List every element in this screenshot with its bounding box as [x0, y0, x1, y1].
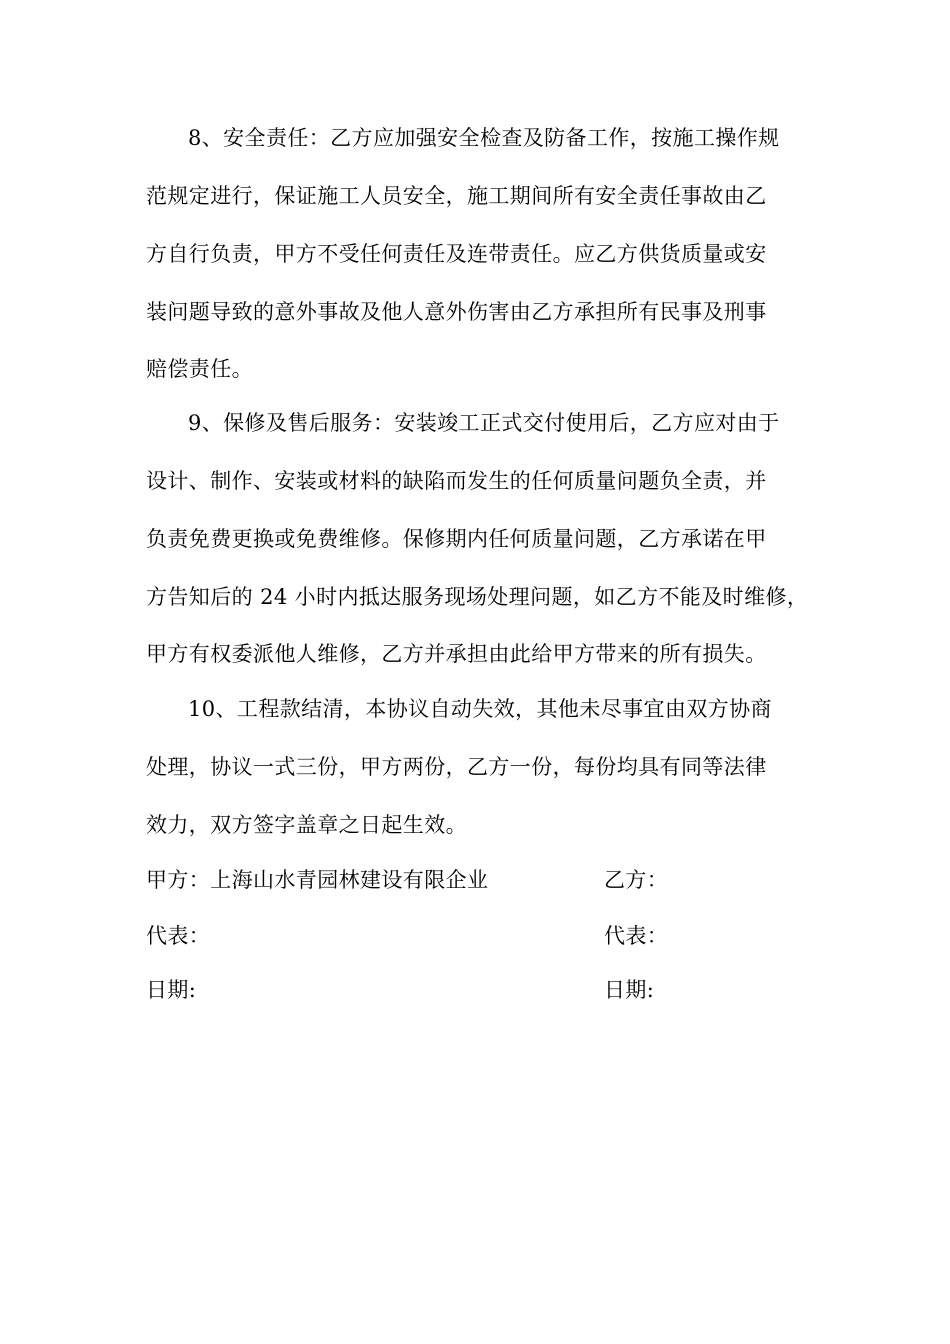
- party-a-date: 日期:: [146, 978, 197, 1002]
- clause-8-line-1: 8、安全责任：乙方应加强安全检查及防备工作，按施工操作规: [188, 126, 780, 150]
- party-b-representative: 代表：: [604, 924, 669, 948]
- clause-8-line-2: 范规定进行，保证施工人员安全，施工期间所有安全责任事故由乙: [146, 184, 767, 208]
- clause-10-line-1: 10、工程款结清，本协议自动失效，其他未尽事宜由双方协商: [188, 697, 772, 721]
- clause-8-line-3: 方自行负责，甲方不受任何责任及连带责任。应乙方供货质量或安: [146, 242, 767, 266]
- party-a-representative: 代表：: [146, 924, 211, 948]
- party-a-name: 甲方：上海山水青园林建设有限企业: [146, 868, 489, 892]
- clause-9-line-5: 甲方有权委派他人维修，乙方并承担由此给甲方带来的所有损失。: [146, 642, 767, 666]
- clause-8-line-4: 装问题导致的意外事故及他人意外伤害由乙方承担所有民事及刑事: [146, 300, 767, 324]
- clause-10-line-3: 效力，双方签字盖章之日起生效。: [146, 813, 467, 837]
- clause-9-line-4: 方告知后的 24 小时内抵达服务现场处理问题，如乙方不能及时维修，: [146, 585, 809, 609]
- clause-9-line-1: 9、保修及售后服务：安装竣工正式交付使用后，乙方应对由于: [188, 411, 780, 435]
- party-b-name: 乙方：: [604, 868, 669, 892]
- clause-10-line-2: 处理，协议一式三份，甲方两份，乙方一份，每份均具有同等法律: [146, 755, 767, 779]
- party-b-date: 日期:: [604, 978, 655, 1002]
- clause-9-line-2: 设计、制作、安装或材料的缺陷而发生的任何质量问题负全责，并: [146, 469, 767, 493]
- clause-8-line-5: 赔偿责任。: [146, 357, 253, 381]
- clause-9-line-3: 负责免费更换或免费维修。保修期内任何质量问题，乙方承诺在甲: [146, 527, 767, 551]
